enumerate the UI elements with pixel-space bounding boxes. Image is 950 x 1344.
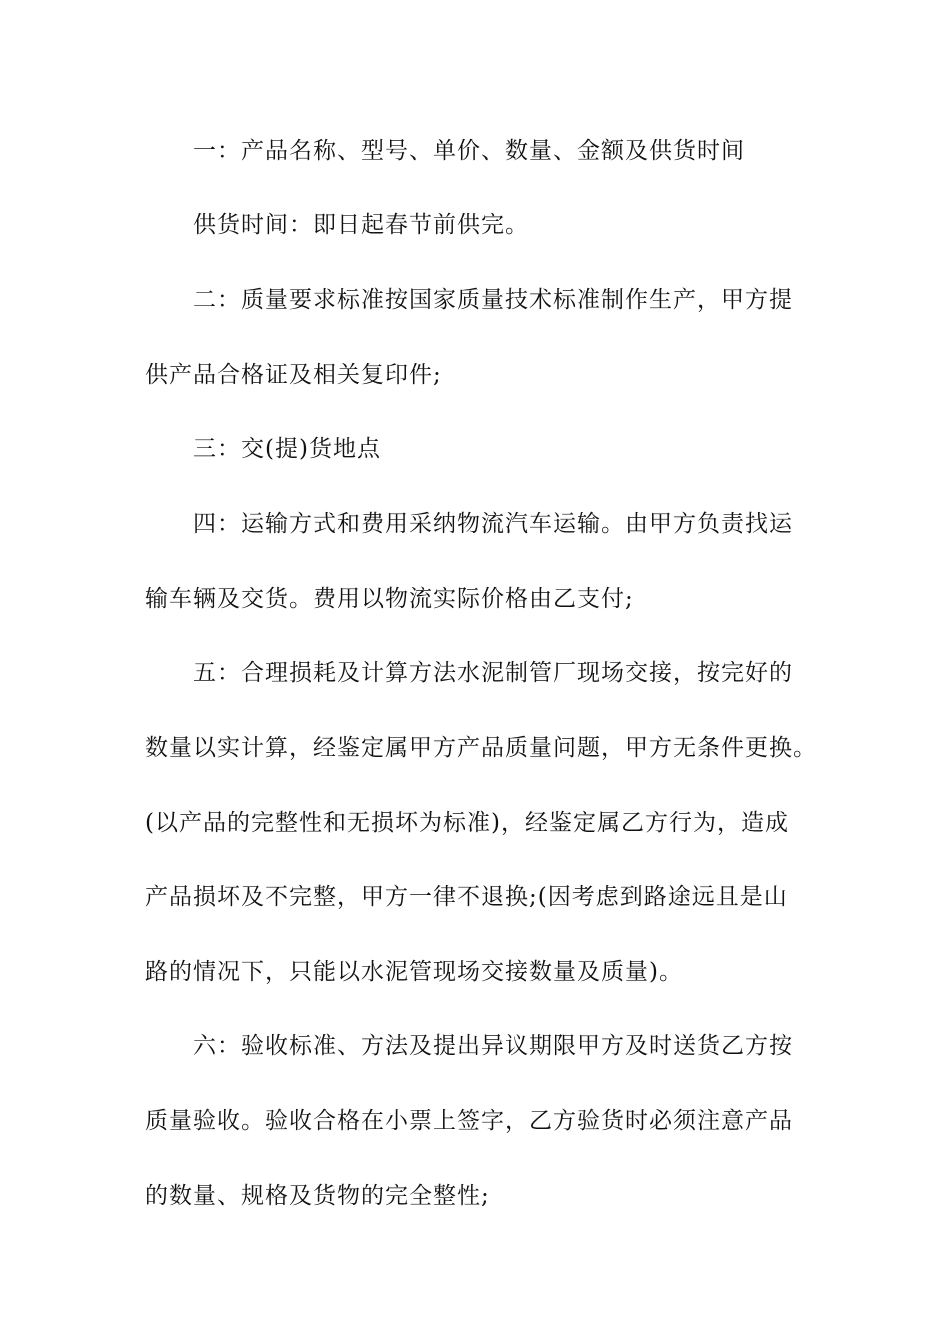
section-5-line-2: 数量以实计算，经鉴定属甲方产品质量问题，甲方无条件更换。 — [145, 735, 817, 761]
section-5-line-1: 五：合理损耗及计算方法水泥制管厂现场交接，按完好的 — [193, 660, 793, 686]
section-5-line-5: 路的情况下，只能以水泥管现场交接数量及质量)。 — [145, 959, 683, 985]
section-2-line-2: 供产品合格证及相关复印件; — [145, 362, 442, 388]
section-1-heading: 一：产品名称、型号、单价、数量、金额及供货时间 — [193, 138, 745, 164]
section-3-heading: 三：交(提)货地点 — [193, 436, 381, 462]
section-6-line-3: 的数量、规格及货物的完全整性; — [145, 1183, 490, 1209]
section-4-line-2: 输车辆及交货。费用以物流实际价格由乙支付; — [145, 586, 634, 612]
section-5-line-3: (以产品的完整性和无损坏为标准)，经鉴定属乙方行为，造成 — [145, 810, 789, 836]
section-6-line-2: 质量验收。验收合格在小票上签字，乙方验货时必须注意产品 — [145, 1108, 793, 1134]
section-4-line-1: 四：运输方式和费用采纳物流汽车运输。由甲方负责找运 — [193, 511, 793, 537]
section-2-line-1: 二：质量要求标准按国家质量技术标准制作生产，甲方提 — [193, 287, 793, 313]
supply-time-line: 供货时间：即日起春节前供完。 — [193, 212, 529, 238]
section-5-line-4: 产品损坏及不完整，甲方一律不退换;(因考虑到路途远且是山 — [145, 884, 788, 910]
section-6-line-1: 六：验收标准、方法及提出异议期限甲方及时送货乙方按 — [193, 1033, 793, 1059]
